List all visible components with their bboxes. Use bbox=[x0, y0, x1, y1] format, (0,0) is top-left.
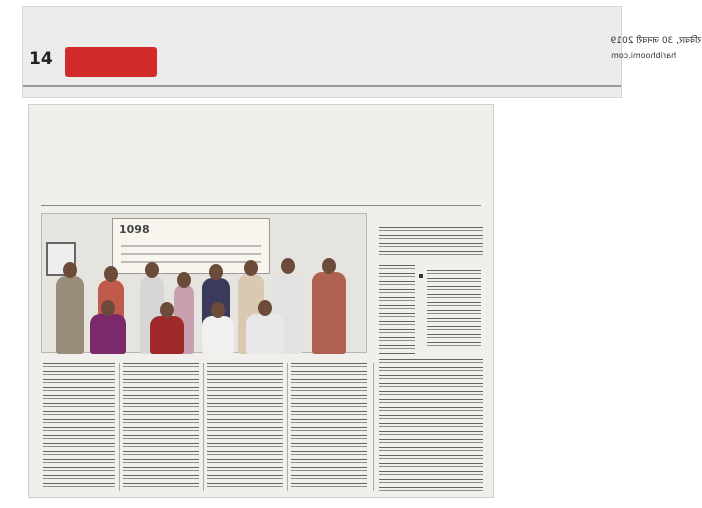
person bbox=[202, 316, 234, 354]
masthead-logo bbox=[65, 47, 157, 77]
header-rule bbox=[23, 85, 621, 87]
newspaper-header-strip bbox=[22, 6, 702, 98]
person bbox=[246, 314, 284, 354]
website: haribhoomi.com bbox=[611, 51, 677, 60]
news-clipping bbox=[28, 104, 494, 498]
headline bbox=[43, 155, 483, 201]
body-text-column bbox=[207, 363, 283, 491]
person bbox=[56, 276, 84, 354]
body-text-column bbox=[123, 363, 199, 491]
body-text-column bbox=[379, 359, 483, 491]
headline-rule bbox=[41, 205, 481, 206]
body-text-column bbox=[43, 363, 115, 491]
body-text-column bbox=[379, 265, 415, 355]
page-number: 14 bbox=[29, 49, 53, 69]
body-text-column bbox=[291, 363, 367, 491]
strapline bbox=[41, 117, 485, 139]
banner-title: 1098 bbox=[119, 223, 150, 236]
person bbox=[150, 316, 184, 354]
group-photo bbox=[41, 213, 367, 353]
person bbox=[312, 272, 346, 354]
issue-date: रविवार, 30 जनवरी 2019 bbox=[611, 36, 702, 46]
body-text-column bbox=[379, 227, 483, 257]
sidebar-list bbox=[419, 270, 481, 350]
person bbox=[90, 314, 126, 354]
